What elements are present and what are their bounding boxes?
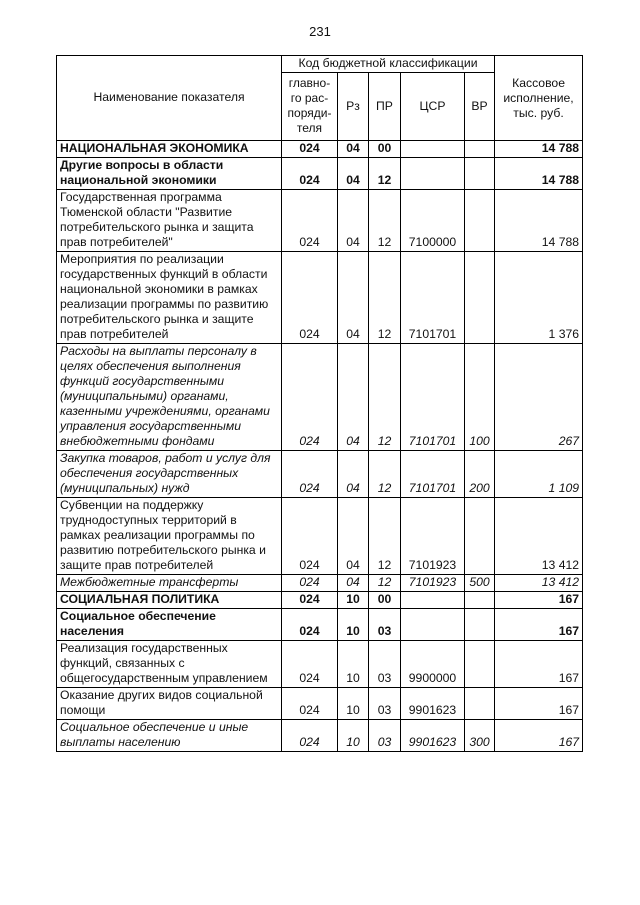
row-glavn-cell: 024 [282, 575, 338, 592]
row-pr-cell: 12 [369, 498, 401, 575]
row-name-cell: Закупка товаров, работ и услуг для обеспечения государственных (муниципальных) нужд [57, 451, 282, 498]
row-csr-cell: 7101923 [401, 575, 465, 592]
table-row [57, 158, 583, 190]
budget-table [56, 55, 583, 752]
row-name-cell: СОЦИАЛЬНАЯ ПОЛИТИКА [57, 592, 282, 609]
rz-column-header: Рз [338, 73, 369, 141]
row-glavn-cell: 024 [282, 609, 338, 641]
row-amount-cell: 1 376 [495, 252, 583, 344]
row-name-cell: Межбюджетные трансферты [57, 575, 282, 592]
row-pr-cell: 03 [369, 609, 401, 641]
table-row [57, 575, 583, 592]
row-glavn-cell: 024 [282, 190, 338, 252]
row-vr-cell [465, 252, 495, 344]
row-name-cell: Социальное обеспечение и иные выплаты населению [57, 720, 282, 752]
table-row [57, 451, 583, 498]
row-csr-cell [401, 141, 465, 158]
row-csr-cell: 7101923 [401, 498, 465, 575]
table-row [57, 498, 583, 575]
row-pr-cell: 12 [369, 344, 401, 451]
row-glavn-cell: 024 [282, 688, 338, 720]
row-csr-cell [401, 592, 465, 609]
row-glavn-cell: 024 [282, 592, 338, 609]
row-amount-cell: 14 788 [495, 141, 583, 158]
row-vr-cell [465, 688, 495, 720]
row-amount-cell: 14 788 [495, 158, 583, 190]
row-glavn-cell: 024 [282, 451, 338, 498]
row-csr-cell: 7101701 [401, 252, 465, 344]
row-name-cell: Оказание других видов социальной помощи [57, 688, 282, 720]
row-pr-cell: 12 [369, 451, 401, 498]
row-vr-cell: 200 [465, 451, 495, 498]
row-amount-cell: 167 [495, 592, 583, 609]
row-amount-cell: 1 109 [495, 451, 583, 498]
table-row [57, 141, 583, 158]
row-vr-cell [465, 141, 495, 158]
row-glavn-cell: 024 [282, 344, 338, 451]
table-row [57, 641, 583, 688]
row-amount-cell: 167 [495, 641, 583, 688]
row-pr-cell: 00 [369, 592, 401, 609]
row-rz-cell: 10 [338, 592, 369, 609]
row-amount-cell: 13 412 [495, 498, 583, 575]
table-row [57, 252, 583, 344]
row-csr-cell: 7100000 [401, 190, 465, 252]
row-rz-cell: 10 [338, 720, 369, 752]
row-glavn-cell: 024 [282, 498, 338, 575]
row-rz-cell: 10 [338, 609, 369, 641]
row-csr-cell [401, 609, 465, 641]
row-glavn-cell: 024 [282, 158, 338, 190]
row-vr-cell [465, 609, 495, 641]
row-rz-cell: 04 [338, 451, 369, 498]
row-pr-cell: 12 [369, 575, 401, 592]
page-number: 231 [309, 24, 331, 39]
row-vr-cell [465, 498, 495, 575]
row-name-cell: Субвенции на поддержку труднодоступных территорий в рамках реализации программы по развитию потребительского рынка и защите прав потребителей [57, 498, 282, 575]
row-rz-cell: 04 [338, 575, 369, 592]
glavn-column-header: главно-го рас-поряди-теля [282, 73, 338, 141]
row-glavn-cell: 024 [282, 641, 338, 688]
row-name-cell: Государственная программа Тюменской области "Развитие потребительского рынка и защита прав потребителей" [57, 190, 282, 252]
row-rz-cell: 04 [338, 158, 369, 190]
row-rz-cell: 10 [338, 688, 369, 720]
row-rz-cell: 10 [338, 641, 369, 688]
row-rz-cell: 04 [338, 498, 369, 575]
row-name-cell: Социальное обеспечение населения [57, 609, 282, 641]
row-csr-cell: 9900000 [401, 641, 465, 688]
row-rz-cell: 04 [338, 252, 369, 344]
row-name-cell: Мероприятия по реализации государственных функций в области национальной экономики в рамках реализации программы по развитию потребительского рынка и защите прав потребителей [57, 252, 282, 344]
row-rz-cell: 04 [338, 141, 369, 158]
row-amount-cell: 167 [495, 720, 583, 752]
row-amount-cell: 14 788 [495, 190, 583, 252]
table-row [57, 688, 583, 720]
row-vr-cell [465, 158, 495, 190]
row-csr-cell [401, 158, 465, 190]
row-glavn-cell: 024 [282, 252, 338, 344]
row-amount-cell: 167 [495, 609, 583, 641]
csr-column-header: ЦСР [401, 73, 465, 141]
row-pr-cell: 12 [369, 190, 401, 252]
row-pr-cell: 00 [369, 141, 401, 158]
row-name-cell: Расходы на выплаты персоналу в целях обеспечения выполнения функций государственными (муниципальными) органами, казенными учреждениями, органами управления государственными внебюджетными фондами [57, 344, 282, 451]
header-row-top [57, 56, 583, 73]
table-row [57, 720, 583, 752]
name-column-header: Наименование показателя [57, 56, 282, 141]
row-amount-cell: 13 412 [495, 575, 583, 592]
row-vr-cell: 100 [465, 344, 495, 451]
row-rz-cell: 04 [338, 344, 369, 451]
row-pr-cell: 12 [369, 252, 401, 344]
row-glavn-cell: 024 [282, 720, 338, 752]
vr-column-header: ВР [465, 73, 495, 141]
row-vr-cell [465, 592, 495, 609]
row-csr-cell: 7101701 [401, 451, 465, 498]
row-pr-cell: 03 [369, 720, 401, 752]
row-amount-cell: 267 [495, 344, 583, 451]
table-row [57, 344, 583, 451]
table-row [57, 190, 583, 252]
row-csr-cell: 9901623 [401, 688, 465, 720]
row-rz-cell: 04 [338, 190, 369, 252]
row-name-cell: Другие вопросы в области национальной экономики [57, 158, 282, 190]
row-pr-cell: 03 [369, 641, 401, 688]
table-row [57, 609, 583, 641]
row-csr-cell: 9901623 [401, 720, 465, 752]
row-csr-cell: 7101701 [401, 344, 465, 451]
row-name-cell: Реализация государственных функций, связанных с общегосударственным управлением [57, 641, 282, 688]
row-vr-cell: 500 [465, 575, 495, 592]
row-vr-cell: 300 [465, 720, 495, 752]
pr-column-header: ПР [369, 73, 401, 141]
table-row [57, 592, 583, 609]
row-glavn-cell: 024 [282, 141, 338, 158]
row-pr-cell: 03 [369, 688, 401, 720]
row-amount-cell: 167 [495, 688, 583, 720]
classification-group-header: Код бюджетной классификации [282, 56, 495, 73]
amount-column-header: Кассовое исполнение, тыс. руб. [495, 56, 583, 141]
row-vr-cell [465, 190, 495, 252]
row-pr-cell: 12 [369, 158, 401, 190]
row-name-cell: НАЦИОНАЛЬНАЯ ЭКОНОМИКА [57, 141, 282, 158]
row-vr-cell [465, 641, 495, 688]
